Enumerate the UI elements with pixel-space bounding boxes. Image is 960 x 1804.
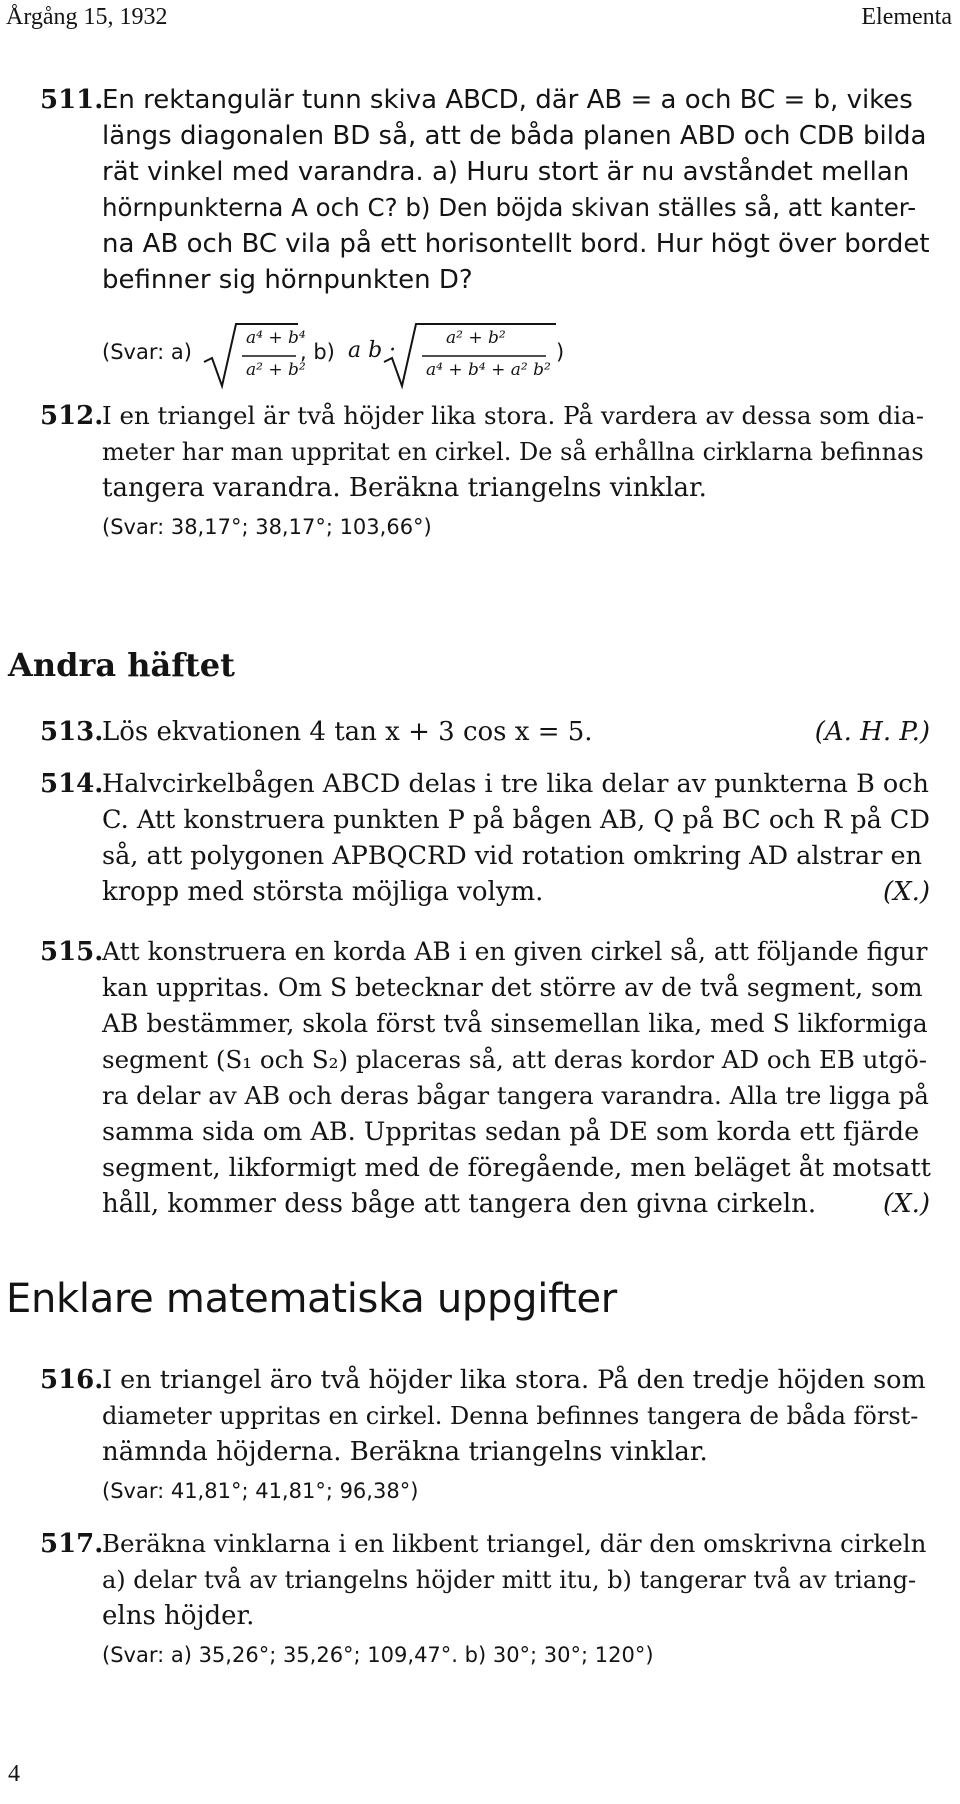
problem-text-line: hörnpunkterna A och C? b) Den böjda skivan ställes så, att kanter- — [102, 193, 917, 222]
fraction-a-numerator: a⁴ + b⁴ — [246, 328, 306, 348]
problem-text-line: Halvcirkelbågen ABCD delas i tre lika delar av punkterna B och — [102, 769, 929, 799]
answer-prefix: (Svar: a) — [102, 340, 192, 364]
problem-text-line: nämnda höjderna. Beräkna triangelns vinklar. — [102, 1437, 708, 1467]
problem-text-line: na AB och BC vila på ett horisontellt bord. Hur högt över bordet — [102, 229, 930, 259]
answer-512: (Svar: 38,17°; 38,17°; 103,66°) — [102, 515, 432, 539]
problem-text-line: längs diagonalen BD så, att de båda planen ABD och CDB bilda — [102, 121, 927, 151]
answer-mid: , b) — [300, 340, 335, 364]
problem-text-line: segment (S₁ och S₂) placeras så, att deras kordor AD och EB utgö- — [102, 1045, 927, 1074]
problem-number: 513. — [40, 717, 104, 747]
fraction-b-denominator: a⁴ + b⁴ + a² b² — [426, 360, 551, 380]
problem-text-line: I en triangel är två höjder lika stora. På vardera av dessa som dia- — [102, 401, 925, 430]
problem-text-line: elns höjder. — [102, 1601, 255, 1631]
problem-text-line: befinner sig hörnpunkten D? — [102, 265, 473, 295]
problem-number: 511. — [40, 85, 104, 115]
problem-text-line: Beräkna vinklarna i en likbent triangel, där den omskrivna cirkeln — [102, 1529, 927, 1558]
answer-516: (Svar: 41,81°; 41,81°; 96,38°) — [102, 1479, 419, 1503]
problem-author: (A. H. P.) — [814, 717, 930, 747]
problem-text-line: rät vinkel med varandra. a) Huru stort är nu avståndet mellan — [102, 157, 910, 187]
problem-text-line: Lös ekvationen 4 tan x + 3 cos x = 5. — [102, 717, 593, 747]
problem-text-line: samma sida om AB. Uppritas sedan på DE som korda ett fjärde — [102, 1117, 920, 1147]
problem-text-line: a) delar två av triangelns höjder mitt itu, b) tangerar två av triang- — [102, 1566, 917, 1594]
problem-text-line: AB bestämmer, skola först två sinsemellan lika, med S likformiga — [102, 1009, 928, 1038]
problem-text-line: ra delar av AB och deras bågar tangera varandra. Alla tre ligga på — [102, 1081, 929, 1110]
problem-author: (X.) — [882, 1189, 930, 1219]
problem-text-line: diameter uppritas en cirkel. Denna befinnes tangera de båda först- — [102, 1402, 919, 1430]
header-journal-issue: Årgång 15, 1932 — [6, 4, 168, 30]
problem-text-line: kan uppritas. Om S betecknar det större av de två segment, som — [102, 973, 923, 1002]
header-journal-name: Elementa — [861, 4, 952, 30]
problem-number: 516. — [40, 1365, 104, 1395]
problem-number: 512. — [40, 401, 104, 431]
problem-text-line: I en triangel äro två höjder lika stora. På den tredje höjden som — [102, 1365, 926, 1395]
fraction-b-numerator: a² + b² — [446, 328, 506, 348]
problem-text-line: segment, likformigt med de föregående, men beläget åt motsatt — [102, 1153, 931, 1183]
problem-text-line: meter har man uppritat en cirkel. De så erhållna cirklarna befinnas — [102, 438, 924, 466]
problem-number: 514. — [40, 769, 104, 799]
problem-author: (X.) — [882, 877, 930, 907]
fraction-a-denominator: a² + b² — [246, 360, 306, 380]
problem-text-line: tangera varandra. Beräkna triangelns vinklar. — [102, 473, 707, 503]
problem-text-line: kropp med största möjliga volym. — [102, 877, 544, 907]
answer-517: (Svar: a) 35,26°; 35,26°; 109,47°. b) 30°; 30°; 120°) — [102, 1643, 654, 1667]
problem-number: 517. — [40, 1529, 104, 1559]
problem-text-line: En rektangulär tunn skiva ABCD, där AB = a och BC = b, vikes — [102, 85, 913, 115]
section-title-andra-haftet: Andra häftet — [8, 646, 235, 684]
problem-number: 515. — [40, 937, 104, 967]
problem-text-line: Att konstruera en korda AB i en given cirkel så, att följande figur — [102, 937, 928, 966]
problem-text-line: så, att polygonen APBQCRD vid rotation omkring AD alstrar en — [102, 841, 923, 871]
answer-suffix: ) — [556, 340, 565, 364]
answer-ab: a b · — [348, 338, 397, 363]
problem-text-line: C. Att konstruera punkten P på bågen AB, Q på BC och R på CD — [102, 805, 930, 835]
section-title-enklare-uppgifter: Enklare matematiska uppgifter — [6, 1276, 617, 1322]
page-number: 4 — [8, 1761, 20, 1787]
problem-text-line: håll, kommer dess båge att tangera den givna cirkeln. — [102, 1189, 817, 1219]
